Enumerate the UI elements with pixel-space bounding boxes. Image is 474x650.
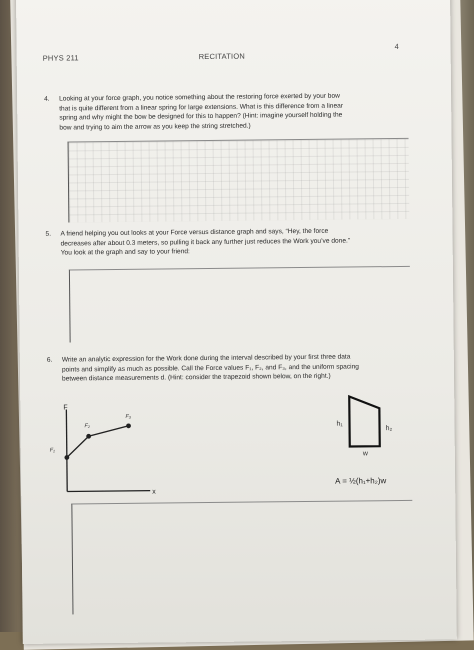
label-h2: h₂ [385,425,393,433]
label-h1: h₁ [336,420,343,428]
question-4-line: Looking at your force graph, you notice something about the restoring force exerted by your bow [59,92,340,103]
y-axis-line [66,409,67,491]
course-label: PHYS 211 [42,53,79,63]
point-f3 [126,423,131,428]
question-5 [45,226,405,258]
question-4 [44,91,404,133]
question-4-line: bow and trying to aim the arrow as you keep the string stretched.) [59,122,251,132]
y-axis-label: F [63,404,68,412]
question-6-line: between distance measurements d. (Hint: consider the trapezoid shown below, on the right.) [61,372,331,383]
question-6 [46,352,412,384]
page-title: RECITATION [198,51,246,62]
area-formula: A = ½(h₁+h₂)w [335,476,387,486]
page-number: 4 [394,41,399,52]
label-f1: F₁ [49,447,55,454]
question-6-number: 6. [46,356,53,364]
answer-box-6[interactable] [71,500,413,615]
worksheet-page [16,0,457,644]
x-axis-line [67,491,150,492]
label-f3: F₃ [125,413,132,420]
question-6-line: points and simplify as much as possible. Call the Force values F₁, F₂, and F₃, and the uniform spacing [61,363,359,374]
force-curve [67,426,129,458]
question-5-line: A friend helping you out looks at your Force versus distance graph and says, “Hey, the force [60,227,329,238]
trapezoid-diagram [310,388,426,499]
label-f2: F₂ [84,423,91,430]
question-5-number: 5. [45,230,52,238]
answer-box-4[interactable] [68,138,410,223]
x-axis-label: x [152,488,156,496]
trapezoid-shape [349,396,380,446]
label-w: w [362,450,368,458]
question-4-number: 4. [44,95,50,103]
question-6-line: Write an analytic expression for the Work done during the interval described by your first three data [61,353,351,364]
question-5-line: decreases after about 0.3 meters, so pulling it back any further just reduces the Work you’ve done.” [60,237,351,248]
question-4-line: spring and why might the bow be designed for this to happen? (Hint: imagine yourself holding the [59,111,343,122]
answer-box-5[interactable] [69,266,411,343]
question-5-line: You look at the graph and say to your friend: [60,248,190,257]
force-diagram [44,400,175,501]
question-4-line: that is quite different from a linear spring for large extensions. What is this difference from a linear [59,102,344,113]
